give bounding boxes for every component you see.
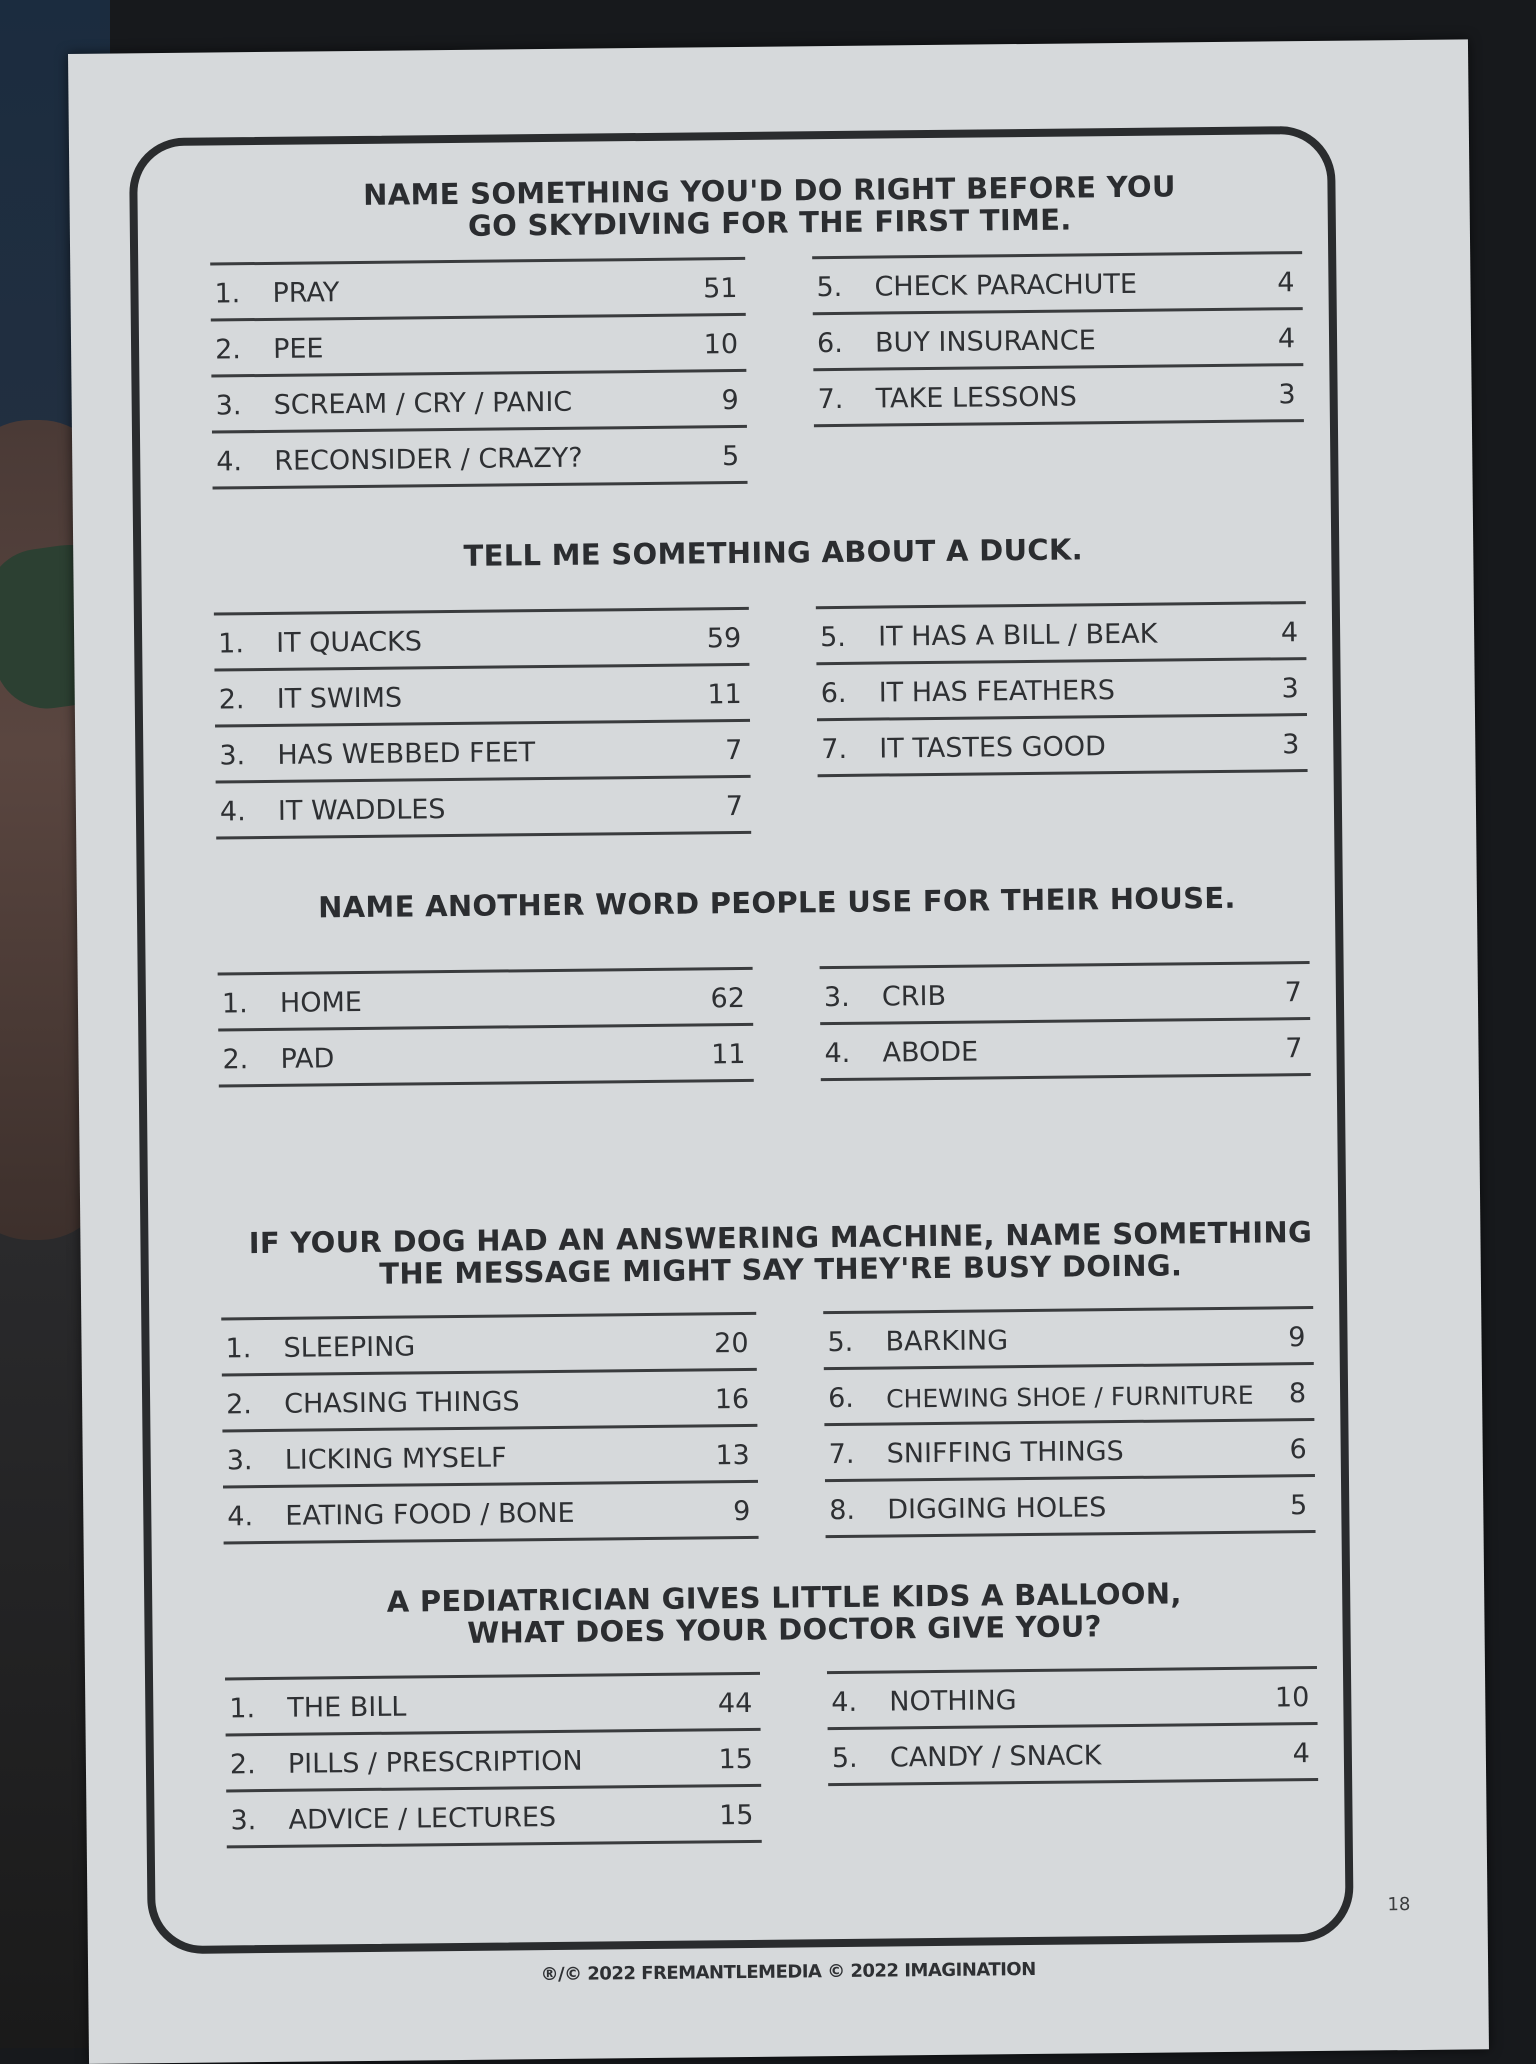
answer-number: 1. bbox=[218, 628, 245, 660]
answer-number: 2. bbox=[222, 1044, 249, 1076]
answer-number: 5. bbox=[819, 621, 847, 654]
answer-column-left bbox=[218, 967, 754, 1088]
answer-text: CHECK PARACHUTE bbox=[874, 268, 1138, 303]
answer-number: 6. bbox=[816, 327, 844, 360]
answer-text: CHASING THINGS bbox=[283, 1386, 520, 1420]
answer-text: PEE bbox=[272, 333, 324, 365]
answer-column-right bbox=[812, 251, 1304, 427]
answer-row bbox=[824, 1421, 1315, 1482]
answer-score: 15 bbox=[718, 1743, 754, 1776]
answer-text: IT SWIMS bbox=[276, 682, 403, 715]
answer-row bbox=[828, 1725, 1319, 1786]
answer-row bbox=[223, 1483, 759, 1545]
answer-score: 4 bbox=[1280, 617, 1299, 649]
answer-row bbox=[210, 260, 746, 322]
survey-card bbox=[68, 39, 1489, 2064]
answer-text: ADVICE / LECTURES bbox=[288, 1801, 557, 1836]
answer-row bbox=[218, 1026, 754, 1088]
answer-number: 4. bbox=[219, 796, 246, 828]
answer-number: 6. bbox=[827, 1382, 855, 1415]
answer-score: 4 bbox=[1292, 1738, 1311, 1770]
answer-text: CRIB bbox=[881, 980, 947, 1013]
answer-score: 11 bbox=[707, 678, 742, 711]
answer-row bbox=[214, 666, 750, 728]
answer-text: PRAY bbox=[272, 277, 340, 309]
question-line: GO SKYDIVING FOR THE FIRST TIME. bbox=[467, 202, 1072, 243]
answer-text: NOTHING bbox=[889, 1685, 1017, 1718]
answer-text: IT WADDLES bbox=[277, 794, 446, 827]
answer-score: 7 bbox=[1285, 1033, 1303, 1065]
answer-text: IT HAS FEATHERS bbox=[878, 675, 1116, 709]
question-line: IF YOUR DOG HAD AN ANSWERING MACHINE, NAME SOMETHING bbox=[248, 1215, 1313, 1261]
answer-score: 11 bbox=[710, 1038, 746, 1071]
answer-row bbox=[215, 722, 751, 784]
answer-text: PILLS / PRESCRIPTION bbox=[287, 1745, 583, 1780]
answer-score: 9 bbox=[721, 384, 739, 417]
answer-number: 1. bbox=[229, 1693, 256, 1725]
answer-number: 2. bbox=[225, 1389, 253, 1421]
answer-number: 2. bbox=[218, 684, 245, 716]
answer-score: 44 bbox=[717, 1687, 753, 1720]
answer-text: RECONSIDER / CRAZY? bbox=[274, 442, 583, 477]
answer-text: IT QUACKS bbox=[276, 626, 423, 659]
answer-score: 3 bbox=[1278, 379, 1296, 411]
answer-column-left bbox=[210, 257, 747, 490]
answer-number: 6. bbox=[820, 677, 847, 710]
answer-text: HAS WEBBED FEET bbox=[277, 737, 536, 771]
answer-score: 59 bbox=[706, 622, 742, 655]
answer-text: TAKE LESSONS bbox=[875, 381, 1077, 415]
question-line: TELL ME SOMETHING ABOUT A DUCK. bbox=[463, 532, 1084, 573]
answer-score: 13 bbox=[715, 1439, 750, 1472]
answer-number: 3. bbox=[226, 1445, 253, 1477]
answer-number: 7. bbox=[828, 1438, 855, 1471]
answer-text: THE BILL bbox=[287, 1691, 407, 1724]
answer-number: 3. bbox=[219, 740, 246, 772]
answer-number: 1. bbox=[214, 278, 241, 310]
answer-score: 15 bbox=[718, 1799, 754, 1832]
answer-number: 3. bbox=[230, 1805, 257, 1837]
answer-column-right bbox=[823, 1306, 1315, 1538]
question-line: A PEDIATRICIAN GIVES LITTLE KIDS A BALLOON, bbox=[386, 1576, 1182, 1619]
answer-row bbox=[816, 660, 1307, 721]
answer-row bbox=[225, 1675, 761, 1737]
answer-row bbox=[820, 964, 1311, 1025]
copyright-notice: ®/© 2022 FREMANTLEMEDIA © 2022 IMAGINATION bbox=[540, 1958, 1036, 1986]
answer-column-right bbox=[816, 601, 1308, 777]
answer-score: 7 bbox=[725, 790, 744, 823]
answer-number: 3. bbox=[215, 390, 242, 422]
answer-column-left bbox=[225, 1672, 762, 1849]
answer-row bbox=[823, 1309, 1314, 1370]
answer-score: 5 bbox=[1289, 1490, 1308, 1522]
answer-row bbox=[825, 1477, 1316, 1538]
answer-score: 62 bbox=[710, 982, 746, 1015]
answer-score: 9 bbox=[732, 1495, 751, 1528]
answer-text: SLEEPING bbox=[283, 1331, 416, 1364]
answer-row bbox=[216, 778, 752, 840]
answer-score: 6 bbox=[1289, 1434, 1307, 1466]
answer-number: 2. bbox=[214, 334, 242, 366]
answer-number: 4. bbox=[227, 1501, 254, 1533]
answer-row bbox=[226, 1731, 762, 1793]
answer-row bbox=[816, 604, 1307, 665]
answer-number: 7. bbox=[821, 733, 848, 766]
question-line: NAME SOMETHING YOU'D DO RIGHT BEFORE YOU bbox=[363, 169, 1176, 212]
answer-number: 2. bbox=[229, 1749, 256, 1781]
answer-text: DIGGING HOLES bbox=[887, 1492, 1107, 1526]
answer-score: 7 bbox=[1284, 977, 1303, 1009]
answer-row bbox=[212, 428, 748, 490]
answer-number: 8. bbox=[829, 1494, 856, 1527]
answer-score: 8 bbox=[1288, 1378, 1307, 1410]
answer-number: 3. bbox=[823, 981, 850, 1014]
answer-row bbox=[824, 1365, 1315, 1426]
answer-score: 10 bbox=[703, 328, 739, 361]
answer-row bbox=[222, 1427, 758, 1489]
answer-row bbox=[817, 716, 1308, 777]
answer-column-left bbox=[221, 1312, 758, 1545]
answer-row bbox=[820, 1020, 1311, 1081]
answer-row bbox=[813, 310, 1304, 371]
answer-text: SCREAM / CRY / PANIC bbox=[273, 386, 573, 421]
answer-score: 9 bbox=[1288, 1322, 1306, 1354]
answer-number: 7. bbox=[817, 383, 844, 416]
answer-score: 51 bbox=[702, 273, 738, 305]
question-line: THE MESSAGE MIGHT SAY THEY'RE BUSY DOING. bbox=[379, 1248, 1183, 1291]
answer-text: CHEWING SHOE / FURNITURE bbox=[885, 1380, 1254, 1414]
question-line: NAME ANOTHER WORD PEOPLE USE FOR THEIR HOUSE. bbox=[317, 880, 1236, 925]
answer-text: IT HAS A BILL / BEAK bbox=[877, 618, 1158, 653]
answer-column-right bbox=[820, 961, 1311, 1081]
answer-text: ABODE bbox=[882, 1036, 979, 1069]
answer-number: 4. bbox=[824, 1037, 851, 1070]
answer-row bbox=[222, 1371, 758, 1433]
answer-score: 20 bbox=[714, 1327, 749, 1360]
answer-text: EATING FOOD / BONE bbox=[285, 1497, 575, 1532]
answer-number: 5. bbox=[831, 1742, 858, 1775]
page-number: 18 bbox=[1387, 1894, 1411, 1916]
answer-number: 5. bbox=[816, 271, 843, 304]
answer-row bbox=[211, 316, 747, 378]
answer-score: 16 bbox=[714, 1383, 750, 1416]
answer-column-right bbox=[827, 1666, 1318, 1786]
answer-number: 1. bbox=[225, 1333, 252, 1365]
answer-score: 7 bbox=[724, 734, 743, 767]
answer-row bbox=[827, 1669, 1318, 1730]
answer-column-left bbox=[214, 607, 751, 840]
answer-text: PAD bbox=[280, 1043, 335, 1075]
answer-score: 4 bbox=[1277, 323, 1296, 355]
answer-score: 3 bbox=[1281, 673, 1299, 705]
answer-row bbox=[221, 1315, 757, 1377]
answer-text: IT TASTES GOOD bbox=[879, 731, 1107, 765]
question-line: WHAT DOES YOUR DOCTOR GIVE YOU? bbox=[467, 1609, 1102, 1650]
answer-number: 1. bbox=[221, 988, 248, 1020]
answer-number: 4. bbox=[216, 446, 243, 478]
answer-row bbox=[813, 366, 1304, 427]
answer-text: LICKING MYSELF bbox=[284, 1442, 507, 1476]
answer-number: 5. bbox=[827, 1326, 854, 1359]
answer-row bbox=[211, 372, 747, 434]
answer-row bbox=[226, 1787, 762, 1849]
answer-score: 3 bbox=[1281, 729, 1300, 761]
answer-text: CANDY / SNACK bbox=[889, 1740, 1102, 1774]
answer-text: BUY INSURANCE bbox=[874, 325, 1096, 359]
answer-number: 4. bbox=[831, 1686, 858, 1719]
answer-row bbox=[214, 610, 750, 672]
answer-text: HOME bbox=[279, 986, 363, 1019]
answer-text: BARKING bbox=[885, 1325, 1009, 1358]
answer-score: 5 bbox=[721, 440, 740, 473]
answer-score: 10 bbox=[1274, 1682, 1310, 1714]
answer-score: 4 bbox=[1277, 267, 1295, 299]
answer-row bbox=[812, 254, 1303, 315]
answer-text: SNIFFING THINGS bbox=[886, 1436, 1124, 1470]
answer-row bbox=[218, 970, 754, 1032]
